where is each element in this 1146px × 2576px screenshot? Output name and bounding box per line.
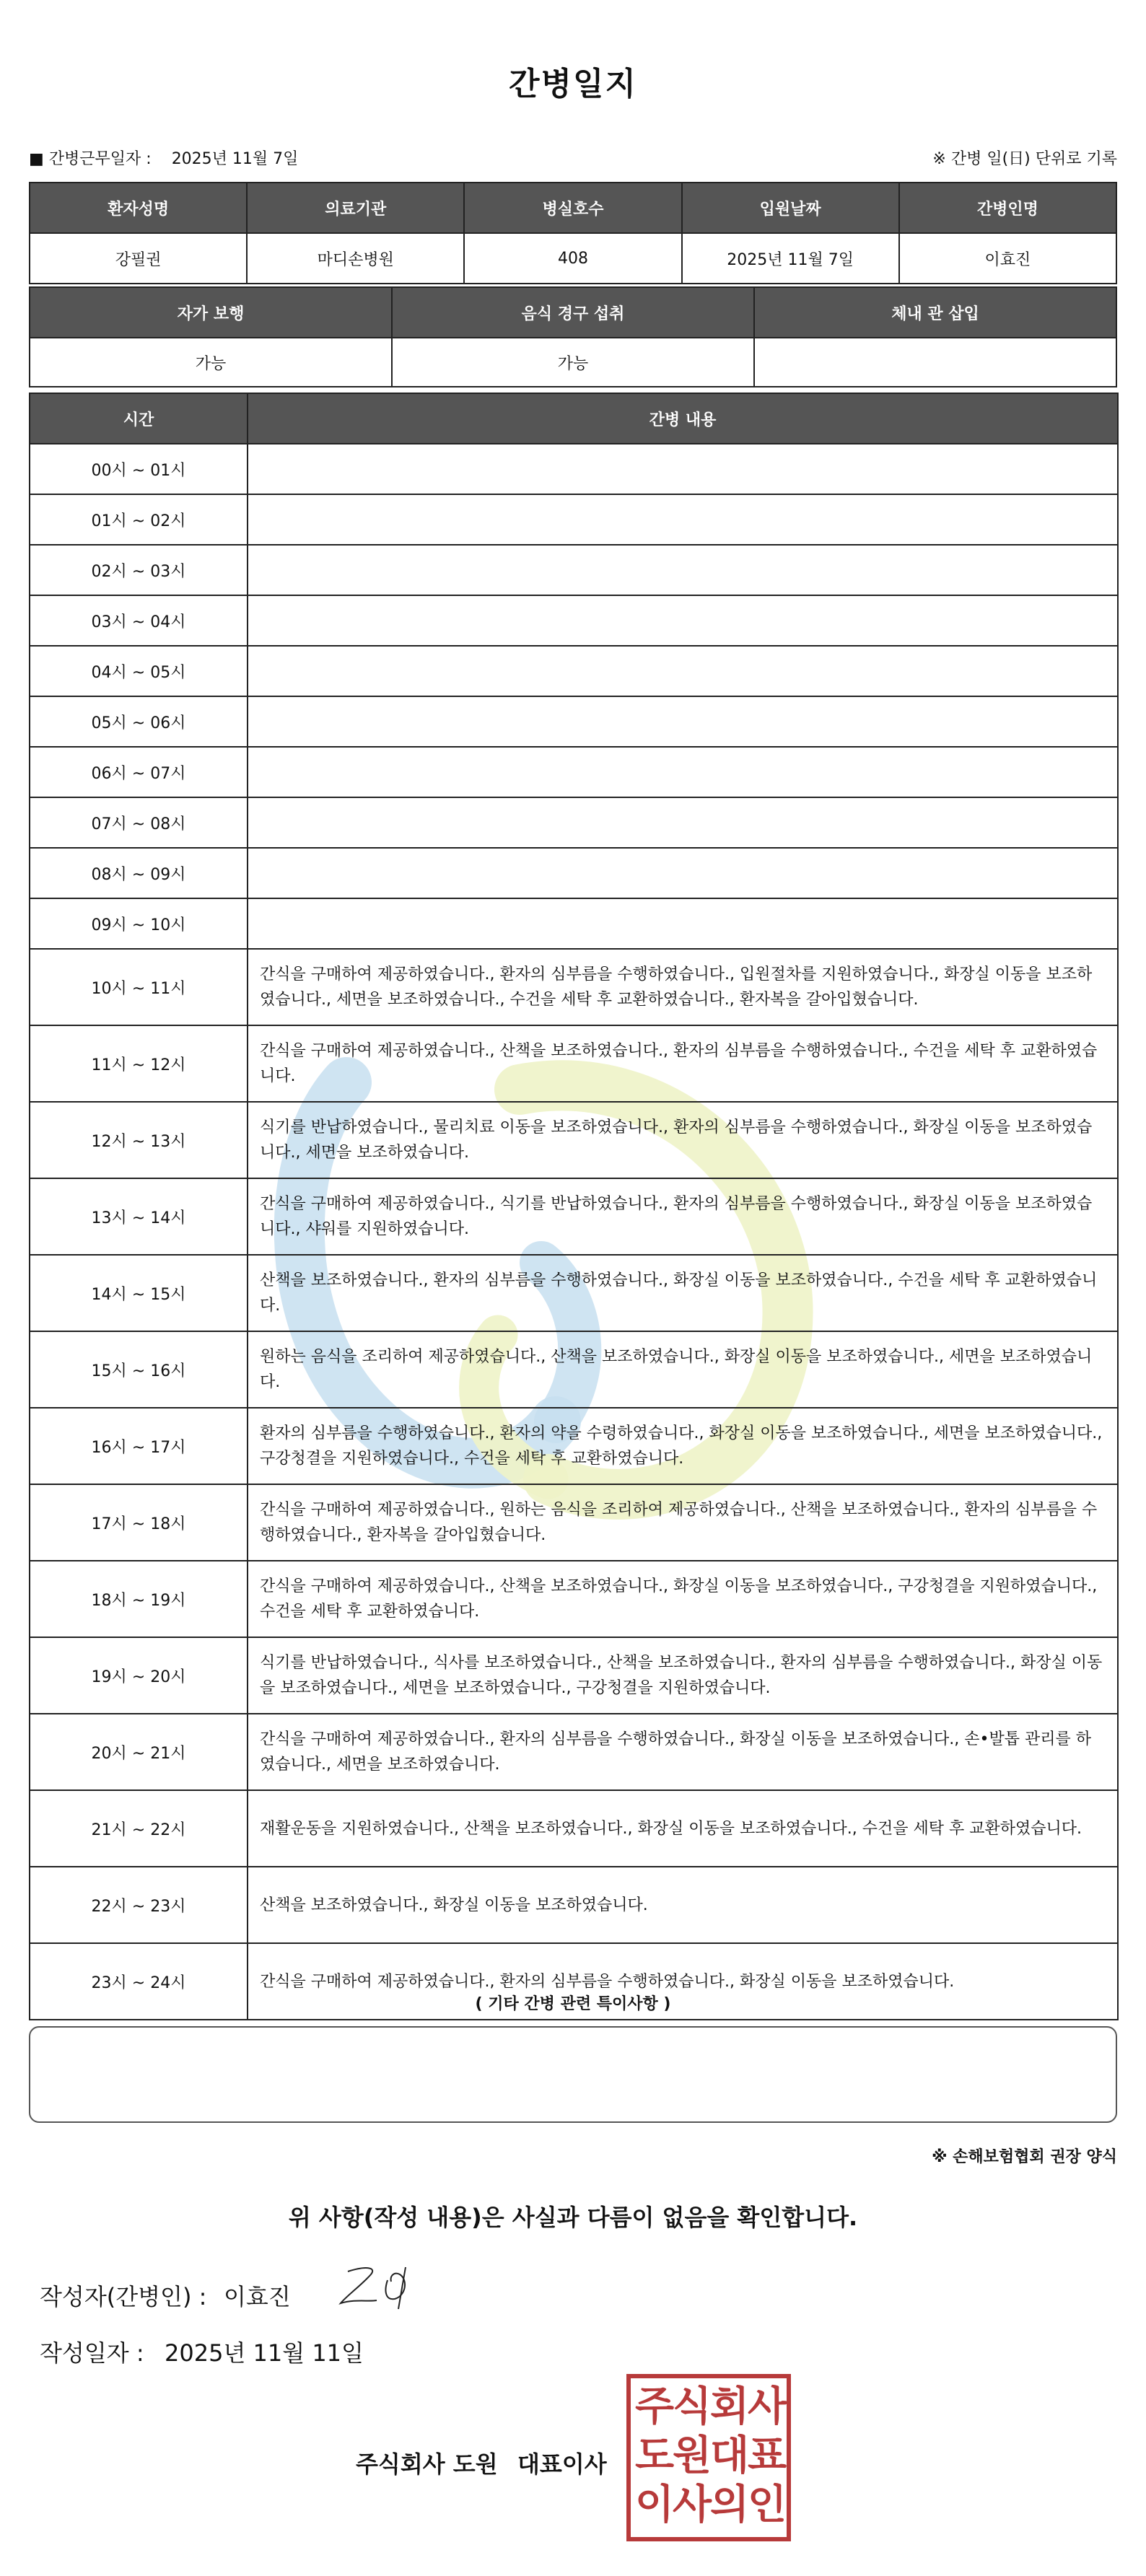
log-content [248, 646, 1118, 696]
log-row [30, 1790, 1118, 1867]
log-row [30, 545, 1118, 595]
log-time: 05시 ~ 06시 [30, 696, 248, 747]
written-date-value: 2025년 11월 11일 [165, 2339, 364, 2367]
confirmation-statement: 위 사항(작성 내용)은 사실과 다름이 없음을 확인합니다. [288, 2204, 858, 2231]
log-time: 20시 ~ 21시 [30, 1714, 248, 1790]
log-row [30, 444, 1118, 494]
log-time: 23시 ~ 24시 [30, 1943, 248, 2020]
log-content [248, 797, 1118, 848]
seal-char: 도 [635, 2432, 675, 2479]
header-time: 시간 [30, 393, 248, 444]
log-row [30, 1025, 1118, 1102]
header-admission-date: 입원날짜 [682, 183, 899, 233]
seal-row [635, 2432, 787, 2481]
written-date-label: 작성일자 : [40, 2339, 144, 2367]
oral-intake-value: 가능 [392, 338, 754, 387]
log-row [30, 1178, 1118, 1255]
log-time: 22시 ~ 23시 [30, 1867, 248, 1943]
log-time: 03시 ~ 04시 [30, 595, 248, 646]
log-row [30, 1255, 1118, 1331]
header-caregiver-name: 간병인명 [899, 183, 1116, 233]
log-row [30, 898, 1118, 949]
patient-info-table [29, 182, 1117, 284]
log-row [30, 1943, 1118, 2020]
log-content: 식기를 반납하였습니다., 식사를 보조하였습니다., 산책을 보조하였습니다., 환자의 심부름을 수행하였습니다., 화장실 이동을 보조하였습니다., 세면을 보조하였습니다., 구강청결을 지원하였습니다. [248, 1637, 1118, 1714]
log-content [248, 595, 1118, 646]
log-content: 산책을 보조하였습니다., 화장실 이동을 보조하였습니다. [248, 1867, 1118, 1943]
admission-date: 2025년 11월 7일 [682, 233, 899, 284]
company-name: 주식회사 도원 [356, 2450, 498, 2478]
log-content: 간식을 구매하여 제공하였습니다., 환자의 심부름을 수행하였습니다., 화장실 이동을 보조하였습니다. [248, 1943, 1118, 2020]
work-date-value: 2025년 11월 7일 [171, 150, 299, 168]
log-time: 17시 ~ 18시 [30, 1484, 248, 1561]
record-unit-note: ※ 간병 일(日) 단위로 기록 [932, 150, 1117, 168]
log-time: 04시 ~ 05시 [30, 646, 248, 696]
log-content: 산책을 보조하였습니다., 환자의 심부름을 수행하였습니다., 화장실 이동을 보조하였습니다., 수건을 세탁 후 교환하였습니다. [248, 1255, 1118, 1331]
log-row [30, 1484, 1118, 1561]
log-time: 15시 ~ 16시 [30, 1331, 248, 1408]
log-content [248, 494, 1118, 545]
header-self-walking: 자가 보행 [30, 287, 392, 338]
patient-status-table [29, 286, 1117, 387]
log-time: 01시 ~ 02시 [30, 494, 248, 545]
log-time: 18시 ~ 19시 [30, 1561, 248, 1637]
log-content: 재활운동을 지원하였습니다., 산책을 보조하였습니다., 화장실 이동을 보조하였습니다., 수건을 세탁 후 교환하였습니다. [248, 1790, 1118, 1867]
log-row [30, 747, 1118, 797]
header-room-number: 병실호수 [464, 183, 681, 233]
document-title: 간병일지 [508, 66, 637, 102]
log-time: 09시 ~ 10시 [30, 898, 248, 949]
log-row [30, 1637, 1118, 1714]
log-time: 11시 ~ 12시 [30, 1025, 248, 1102]
seal-row [635, 2481, 787, 2530]
log-row [30, 848, 1118, 898]
header-tube-insertion: 체내 관 삽입 [754, 287, 1116, 338]
seal-char: 사 [748, 2383, 787, 2430]
header-care-content: 간병 내용 [248, 393, 1118, 444]
seal-row [635, 2383, 787, 2432]
seal-char: 의 [710, 2481, 750, 2528]
log-content [248, 747, 1118, 797]
log-time: 12시 ~ 13시 [30, 1102, 248, 1178]
log-time: 02시 ~ 03시 [30, 545, 248, 595]
log-time: 21시 ~ 22시 [30, 1790, 248, 1867]
writer-name: 이효진 [224, 2283, 291, 2310]
notes-title: ( 기타 간병 관련 특이사항 ) [475, 1995, 671, 2013]
seal-char: 사 [673, 2481, 712, 2528]
notes-box [29, 2026, 1117, 2123]
log-time: 16시 ~ 17시 [30, 1408, 248, 1484]
company-seal [626, 2374, 791, 2541]
work-date-label: ■ 간병근무일자 : [29, 150, 152, 168]
log-row [30, 1867, 1118, 1943]
log-time: 14시 ~ 15시 [30, 1255, 248, 1331]
seal-char: 표 [748, 2432, 787, 2479]
header-hospital: 의료기관 [247, 183, 464, 233]
header-oral-intake: 음식 경구 섭취 [392, 287, 754, 338]
room-number: 408 [464, 233, 681, 284]
seal-char: 주 [635, 2383, 675, 2430]
log-row [30, 949, 1118, 1025]
signature [333, 2259, 427, 2316]
seal-char: 회 [710, 2383, 750, 2430]
log-content: 간식을 구매하여 제공하였습니다., 산책을 보조하였습니다., 화장실 이동을 보조하였습니다., 구강청결을 지원하였습니다., 수건을 세탁 후 교환하였습니다. [248, 1561, 1118, 1637]
log-content [248, 848, 1118, 898]
log-row [30, 646, 1118, 696]
log-row [30, 494, 1118, 545]
form-source-note: ※ 손해보험협회 권장 양식 [932, 2148, 1117, 2166]
caregiver-name: 이효진 [899, 233, 1116, 284]
log-row [30, 696, 1118, 747]
log-row [30, 1331, 1118, 1408]
hospital-name: 마디손병원 [247, 233, 464, 284]
log-row [30, 1714, 1118, 1790]
writer-label: 작성자(간병인) : [40, 2283, 207, 2310]
log-time: 10시 ~ 11시 [30, 949, 248, 1025]
log-time: 19시 ~ 20시 [30, 1637, 248, 1714]
log-content [248, 898, 1118, 949]
log-content [248, 444, 1118, 494]
log-content: 식기를 반납하였습니다., 물리치료 이동을 보조하였습니다., 환자의 심부름을 수행하였습니다., 화장실 이동을 보조하였습니다., 세면을 보조하였습니다. [248, 1102, 1118, 1178]
log-time: 07시 ~ 08시 [30, 797, 248, 848]
log-content: 간식을 구매하여 제공하였습니다., 식기를 반납하였습니다., 환자의 심부름을 수행하였습니다., 화장실 이동을 보조하였습니다., 샤워를 지원하였습니다. [248, 1178, 1118, 1255]
work-date [29, 146, 298, 169]
log-time: 13시 ~ 14시 [30, 1178, 248, 1255]
log-content: 간식을 구매하여 제공하였습니다., 환자의 심부름을 수행하였습니다., 입원절차를 지원하였습니다., 화장실 이동을 보조하였습니다., 세면을 보조하였습니다., 수건을 세탁 후 교환하였습니다., 환자복을 갈아입혔습니다. [248, 949, 1118, 1025]
care-log-table [29, 393, 1119, 2020]
log-row [30, 1102, 1118, 1178]
log-time: 06시 ~ 07시 [30, 747, 248, 797]
ceo-label: 대표이사 [517, 2450, 607, 2478]
seal-char: 인 [748, 2481, 787, 2528]
log-content: 원하는 음식을 조리하여 제공하였습니다., 산책을 보조하였습니다., 화장실 이동을 보조하였습니다., 세면을 보조하였습니다. [248, 1331, 1118, 1408]
log-content: 간식을 구매하여 제공하였습니다., 원하는 음식을 조리하여 제공하였습니다., 산책을 보조하였습니다., 환자의 심부름을 수행하였습니다., 환자복을 갈아입혔습니다. [248, 1484, 1118, 1561]
log-row [30, 1408, 1118, 1484]
seal-char: 식 [673, 2383, 712, 2430]
header-patient-name: 환자성명 [30, 183, 247, 233]
log-time: 08시 ~ 09시 [30, 848, 248, 898]
log-content: 간식을 구매하여 제공하였습니다., 환자의 심부름을 수행하였습니다., 화장실 이동을 보조하였습니다., 손•발톱 관리를 하였습니다., 세면을 보조하였습니다. [248, 1714, 1118, 1790]
log-row [30, 1561, 1118, 1637]
seal-char: 이 [635, 2481, 675, 2528]
log-row [30, 595, 1118, 646]
log-content [248, 545, 1118, 595]
tube-insertion-value [754, 338, 1116, 387]
seal-char: 원 [673, 2432, 712, 2479]
log-row [30, 797, 1118, 848]
seal-char: 대 [710, 2432, 750, 2479]
log-content: 환자의 심부름을 수행하였습니다., 환자의 약을 수령하였습니다., 화장실 이동을 보조하였습니다., 세면을 보조하였습니다., 구강청결을 지원하였습니다., 수건을 세탁 후 교환하였습니다. [248, 1408, 1118, 1484]
self-walking-value: 가능 [30, 338, 392, 387]
log-content: 간식을 구매하여 제공하였습니다., 산책을 보조하였습니다., 환자의 심부름을 수행하였습니다., 수건을 세탁 후 교환하였습니다. [248, 1025, 1118, 1102]
log-time: 00시 ~ 01시 [30, 444, 248, 494]
log-content [248, 696, 1118, 747]
patient-name: 강필권 [30, 233, 247, 284]
